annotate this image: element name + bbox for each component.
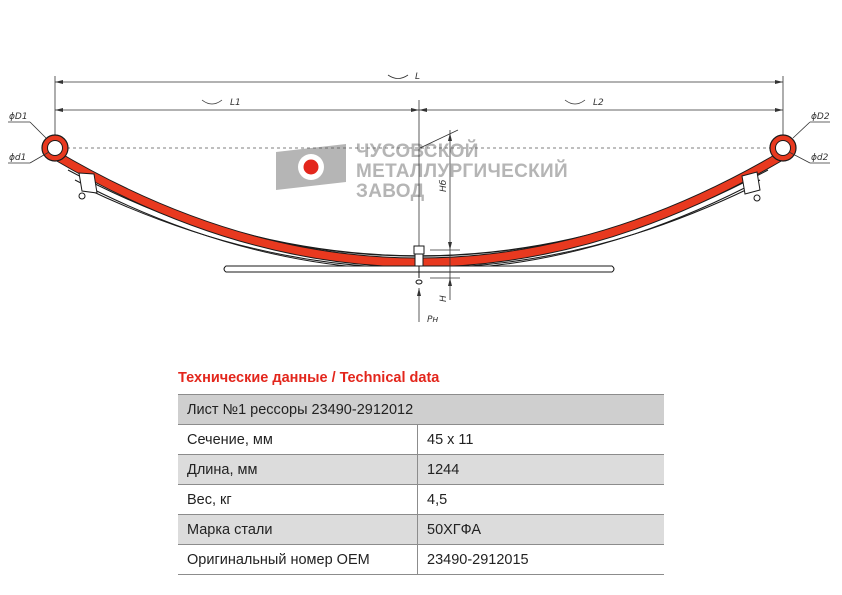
- logo-text-line2: МЕТАЛЛУРГИЧЕСКИЙ: [356, 161, 568, 182]
- table-header-cell: Лист №1 рессоры 23490-2912012: [178, 395, 664, 425]
- row-value: 45 х 11: [418, 425, 665, 455]
- row-label: Оригинальный номер OEM: [178, 545, 418, 575]
- row-label: Сечение, мм: [178, 425, 418, 455]
- row-value: 50ХГФА: [418, 515, 665, 545]
- table-row: [178, 545, 664, 575]
- row-label: Длина, мм: [178, 455, 418, 485]
- table-row: [178, 455, 664, 485]
- row-value: 4,5: [418, 485, 665, 515]
- logo-emblem-dot: [304, 160, 319, 175]
- centre-bolt: [414, 246, 424, 284]
- label-free-height: Hб: [439, 179, 449, 192]
- technical-data-title: Технические данные / Technical data: [178, 370, 440, 386]
- technical-data-table: [178, 394, 664, 575]
- label-right-length: L2: [593, 98, 604, 108]
- label-left-length: L1: [230, 98, 241, 108]
- logo-text-line1: ЧУСОВСКОЙ: [356, 141, 479, 162]
- row-value: 23490-2912015: [418, 545, 665, 575]
- right-eye: [770, 135, 796, 161]
- row-value: 1244: [418, 455, 665, 485]
- table-row: [178, 515, 664, 545]
- label-load: Pн: [427, 315, 439, 325]
- left-eye: [42, 135, 68, 161]
- label-left-inner-diameter: ϕd1: [9, 153, 27, 163]
- row-label: Марка стали: [178, 515, 418, 545]
- row-label: Вес, кг: [178, 485, 418, 515]
- label-loaded-height: H: [439, 295, 449, 302]
- label-total-length: L: [415, 72, 421, 82]
- logo-text-line3: ЗАВОД: [356, 181, 425, 202]
- table-header-row: [178, 395, 664, 425]
- table-row: [178, 425, 664, 455]
- company-logo: [276, 140, 568, 202]
- label-right-inner-diameter: ϕd2: [811, 153, 829, 163]
- label-left-outer-diameter: ϕD1: [9, 112, 28, 122]
- label-right-outer-diameter: ϕD2: [811, 112, 830, 122]
- dimension-l1-l2: [55, 100, 783, 250]
- table-row: [178, 485, 664, 515]
